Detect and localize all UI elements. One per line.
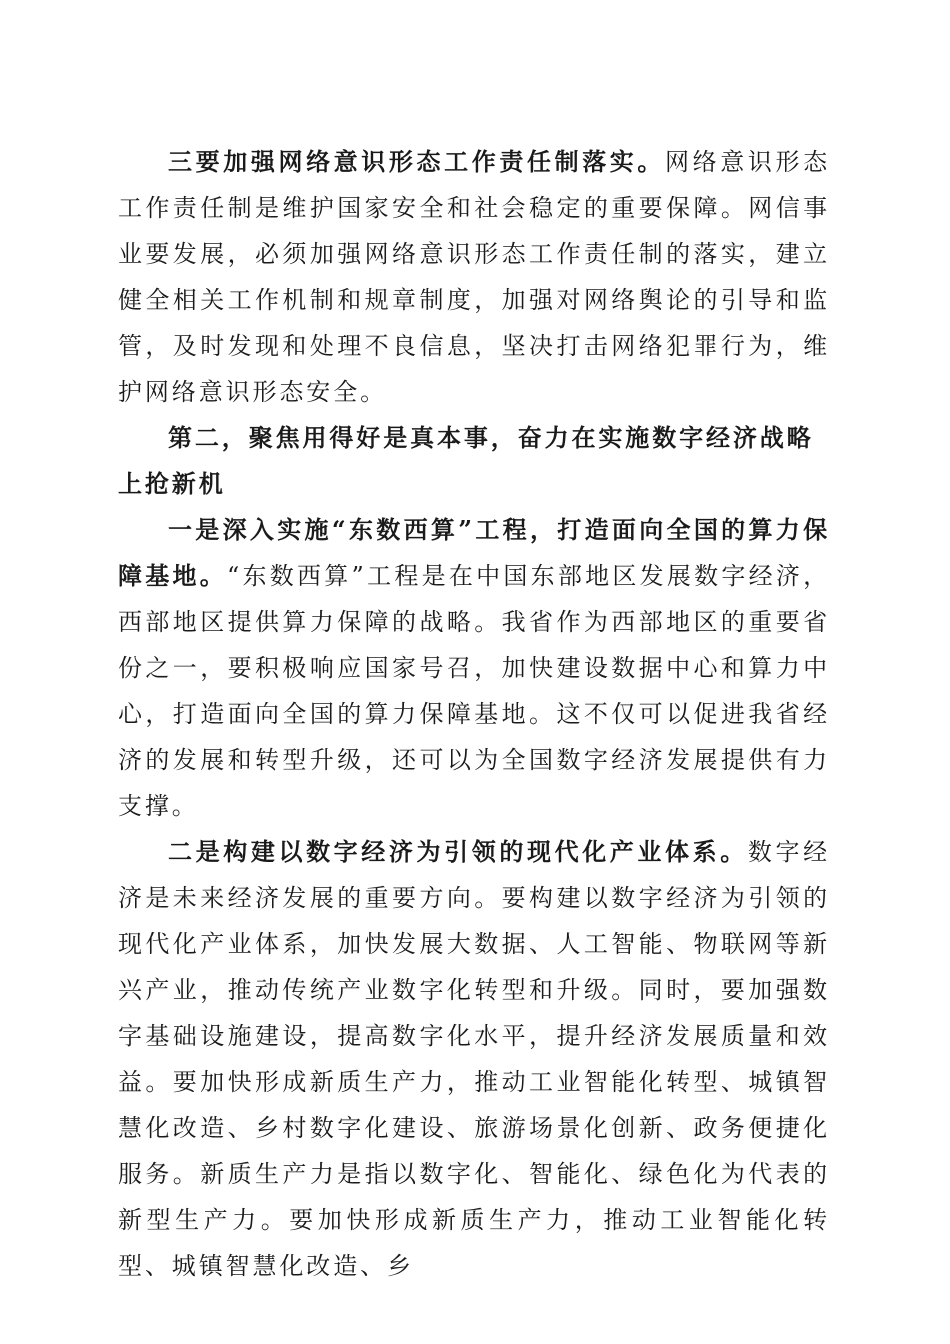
- paragraph-lead: 一是深入实施“东数西算”工程，打造面向全国的算力保障基地。: [118, 515, 830, 590]
- paragraph-body: 网络意识形态工作责任制是维护国家安全和社会稳定的重要保障。网信事业要发展，必须加强网络意识形态工作责任制的落实，建立健全相关工作机制和规章制度，加强对网络舆论的引导和监管，及时发现和处理不良信息，坚决打击网络犯罪行为，维护网络意识形态安全。: [118, 148, 830, 406]
- paragraph-network-ideology: [118, 139, 830, 415]
- paragraph-lead: 三要加强网络意识形态工作责任制落实。: [168, 147, 666, 176]
- paragraph-body: “东数西算”工程是在中国东部地区发展数字经济，西部地区提供算力保障的战略。我省作为西部地区的重要省份之一，要积极响应国家号召，加快建设数据中心和算力中心，打造面向全国的算力保障基地。这不仅可以促进我省经济的发展和转型升级，还可以为全国数字经济发展提供有力支撑。: [118, 562, 830, 820]
- paragraph-body: 数字经济是未来经济发展的重要方向。要构建以数字经济为引领的现代化产业体系，加快发展大数据、人工智能、物联网等新兴产业，推动传统产业数字化转型和升级。同时，要加强数字基础设施建设，提高数字化水平，提升经济发展质量和效益。要加快形成新质生产力，推动工业智能化转型、城镇智慧化改造、乡村数字化建设、旅游场景化创新、政务便捷化服务。新质生产力是指以数字化、智能化、绿色化为代表的新型生产力。要加快形成新质生产力，推动工业智能化转型、城镇智慧化改造、乡: [118, 838, 831, 1280]
- document-body: [118, 139, 830, 1289]
- paragraph-east-data-west-compute: [118, 507, 830, 829]
- section-heading: 第二，聚焦用得好是真本事，奋力在实施数字经济战略上抢新机: [118, 423, 814, 498]
- paragraph-digital-economy-industry: [118, 829, 830, 1289]
- paragraph-lead: 二是构建以数字经济为引领的现代化产业体系。: [168, 837, 748, 866]
